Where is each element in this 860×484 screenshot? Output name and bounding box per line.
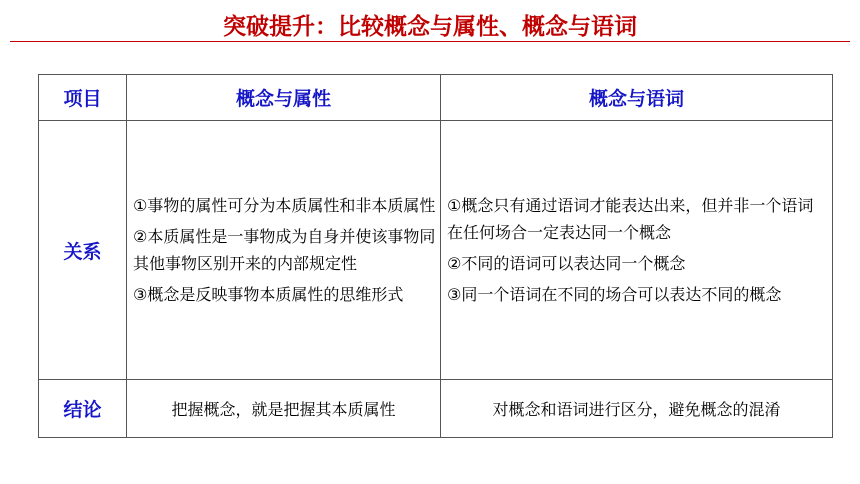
- slide-title: 突破提升：比较概念与属性、概念与语词: [223, 14, 637, 40]
- list-item: ②本质属性是一事物成为自身并使该事物同其他事物区别开来的内部规定性: [133, 227, 436, 273]
- row-label-relation: 关系: [39, 121, 127, 380]
- list-item: ①事物的属性可分为本质属性和非本质属性: [133, 196, 436, 215]
- header-item: 项目: [39, 75, 127, 121]
- header-concept-attribute: 概念与属性: [127, 75, 441, 121]
- conclusion-attribute-cell: 把握概念，就是把握其本质属性: [127, 380, 441, 438]
- table-row-conclusion: [39, 380, 833, 438]
- table-header-row: [39, 75, 833, 121]
- relation-attribute-cell: [127, 121, 441, 380]
- list-item: ①概念只有通过语词才能表达出来，但并非一个语词在任何场合一定表达同一个概念: [447, 196, 814, 242]
- relation-word-cell: [441, 121, 833, 380]
- title-divider: [10, 41, 850, 42]
- list-item: ②不同的语词可以表达同一个概念: [447, 254, 686, 273]
- list-item: ③概念是反映事物本质属性的思维形式: [133, 285, 404, 304]
- table-row-relation: [39, 121, 833, 380]
- comparison-table: [38, 74, 833, 438]
- list-item: ③同一个语词在不同的场合可以表达不同的概念: [447, 285, 782, 304]
- row-label-conclusion: 结论: [39, 380, 127, 438]
- conclusion-word-cell: 对概念和语词进行区分，避免概念的混淆: [441, 380, 833, 438]
- header-concept-word: 概念与语词: [441, 75, 833, 121]
